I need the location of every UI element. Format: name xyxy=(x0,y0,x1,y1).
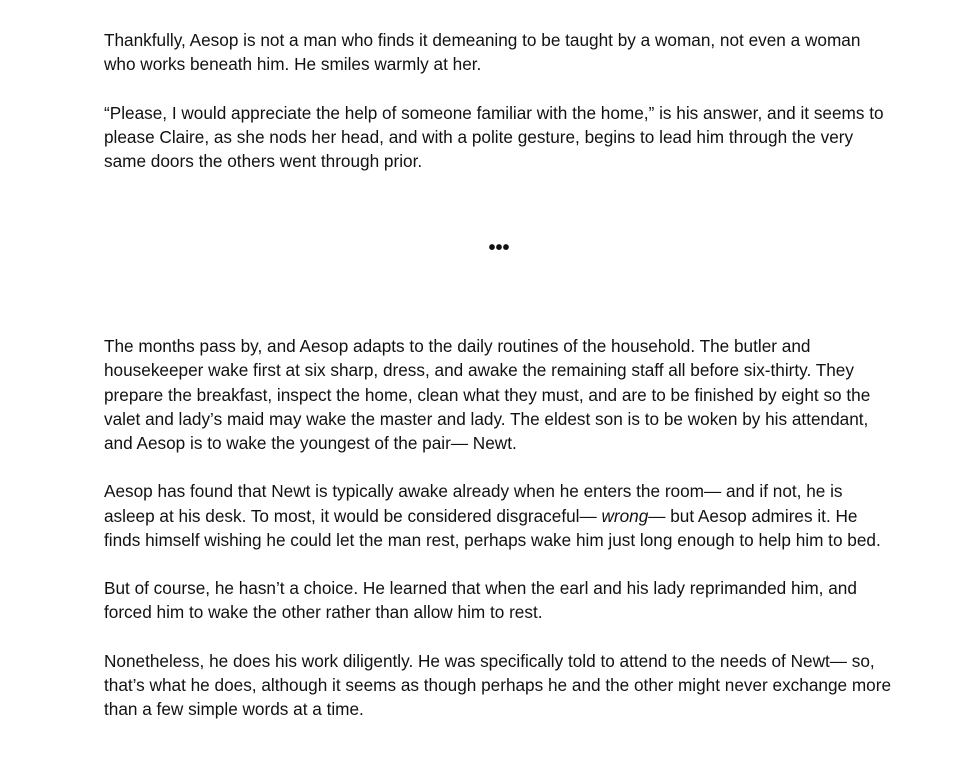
paragraph-daily-routines: The months pass by, and Aesop adapts to the daily routines of the household. The butler and housekeeper wake first at six sharp, dress, and awake the remaining staff all before six-thirty. They prepare the breakfast, inspect the home, clean what they must, and are to be finished by eight so the valet and lady’s maid may wake the master and lady. The eldest son is to be woken by his attendant, and Aesop is to wake the youngest of the pair— Newt. xyxy=(104,336,871,454)
paragraph-no-choice: But of course, he hasn’t a choice. He learned that when the earl and his lady reprimanded him, and forced him to wake the other rather than allow him to rest. xyxy=(104,578,857,623)
paragraph-newt-asleep xyxy=(104,479,894,552)
paragraph-newt-asleep-part2: — but Aesop admires it. He finds himself wishing he could let the man rest, perhaps wake him just long enough to help him to bed. xyxy=(104,505,881,550)
document-page xyxy=(104,28,894,721)
emphasis-wrong: wrong xyxy=(601,505,649,526)
paragraph-diligent-work: Nonetheless, he does his work diligently. He was specifically told to attend to the needs of Newt— so, that’s what he does, although it seems as though perhaps he and the other might never exchange more than a few simple words at a time. xyxy=(104,650,891,720)
paragraph-aesop-smiles: Thankfully, Aesop is not a man who finds it demeaning to be taught by a woman, not even a woman who works beneath him. He smiles warmly at her. xyxy=(104,30,861,75)
paragraph-claire-leads: “Please, I would appreciate the help of someone familiar with the home,” is his answer, and it seems to please Claire, as she nods her head, and with a polite gesture, begins to lead him through the very same doors the others went through prior. xyxy=(104,102,884,171)
paragraph-newt-asleep-part1: Aesop has found that Newt is typically awake already when he enters the room— and if not, he is asleep at his desk. To most, it would be considered disgraceful— xyxy=(104,481,843,526)
scene-break-separator: ••• xyxy=(488,237,510,260)
